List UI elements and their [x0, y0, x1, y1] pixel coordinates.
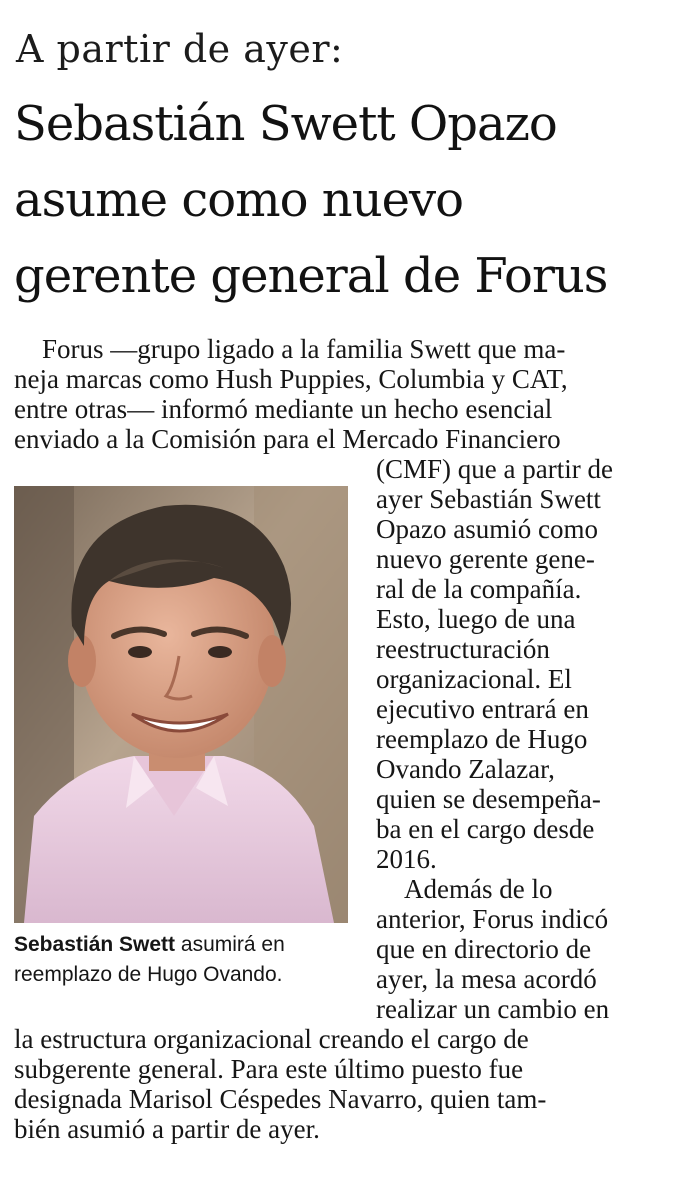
body-line: quien se desempeña-: [376, 784, 601, 814]
body-line: ayer Sebastián Swett: [376, 484, 601, 514]
body-line: Ovando Zalazar,: [376, 754, 555, 784]
body-line: realizar un cambio en: [376, 994, 610, 1024]
article-kicker: A partir de ayer:: [16, 27, 344, 71]
body-line: neja marcas como Hush Puppies, Columbia y CAT,: [14, 364, 568, 394]
headline-line: Sebastián Swett Opazo: [14, 96, 557, 152]
body-line: que en directorio de: [376, 934, 592, 964]
portrait-illustration: [14, 486, 348, 923]
body-line: anterior, Forus indicó: [376, 904, 609, 934]
body-line: reemplazo de Hugo: [376, 724, 588, 754]
body-line: ejecutivo entrará en: [376, 694, 589, 724]
body-line: ayer, la mesa acordó: [376, 964, 597, 994]
body-line: Opazo asumió como: [376, 514, 598, 544]
body-line: la estructura organizacional creando el cargo de: [14, 1024, 529, 1054]
body-line: bién asumió a partir de ayer.: [14, 1114, 320, 1144]
body-line: enviado a la Comisión para el Mercado Financiero: [14, 424, 561, 454]
photo-caption: [14, 930, 354, 990]
body-line: ba en el cargo desde: [376, 814, 595, 844]
body-line: organizacional. El: [376, 664, 572, 694]
caption-person-name: Sebastián Swett: [14, 933, 176, 956]
body-line: Esto, luego de una: [376, 604, 576, 634]
headline-line: gerente general de Forus: [14, 248, 608, 304]
body-line: ral de la compañía.: [376, 574, 582, 604]
caption-line: reemplazo de Hugo Ovando.: [14, 963, 283, 986]
body-line: entre otras— informó mediante un hecho esencial: [14, 394, 553, 424]
body-line: nuevo gerente gene-: [376, 544, 595, 574]
body-line: Además de lo: [404, 874, 553, 904]
article-headline: [14, 86, 678, 314]
body-line: subgerente general. Para este último puesto fue: [14, 1054, 524, 1084]
body-line: (CMF) que a partir de: [376, 454, 613, 484]
body-line: Forus —grupo ligado a la familia Swett que ma-: [42, 334, 566, 364]
body-line: designada Marisol Céspedes Navarro, quien tam-: [14, 1084, 547, 1114]
portrait-photo: [14, 486, 348, 923]
caption-line: [14, 930, 354, 960]
body-line: 2016.: [376, 844, 437, 874]
body-line: reestructuración: [376, 634, 550, 664]
headline-line: asume como nuevo: [14, 172, 464, 228]
caption-text: asumirá en: [175, 933, 285, 956]
